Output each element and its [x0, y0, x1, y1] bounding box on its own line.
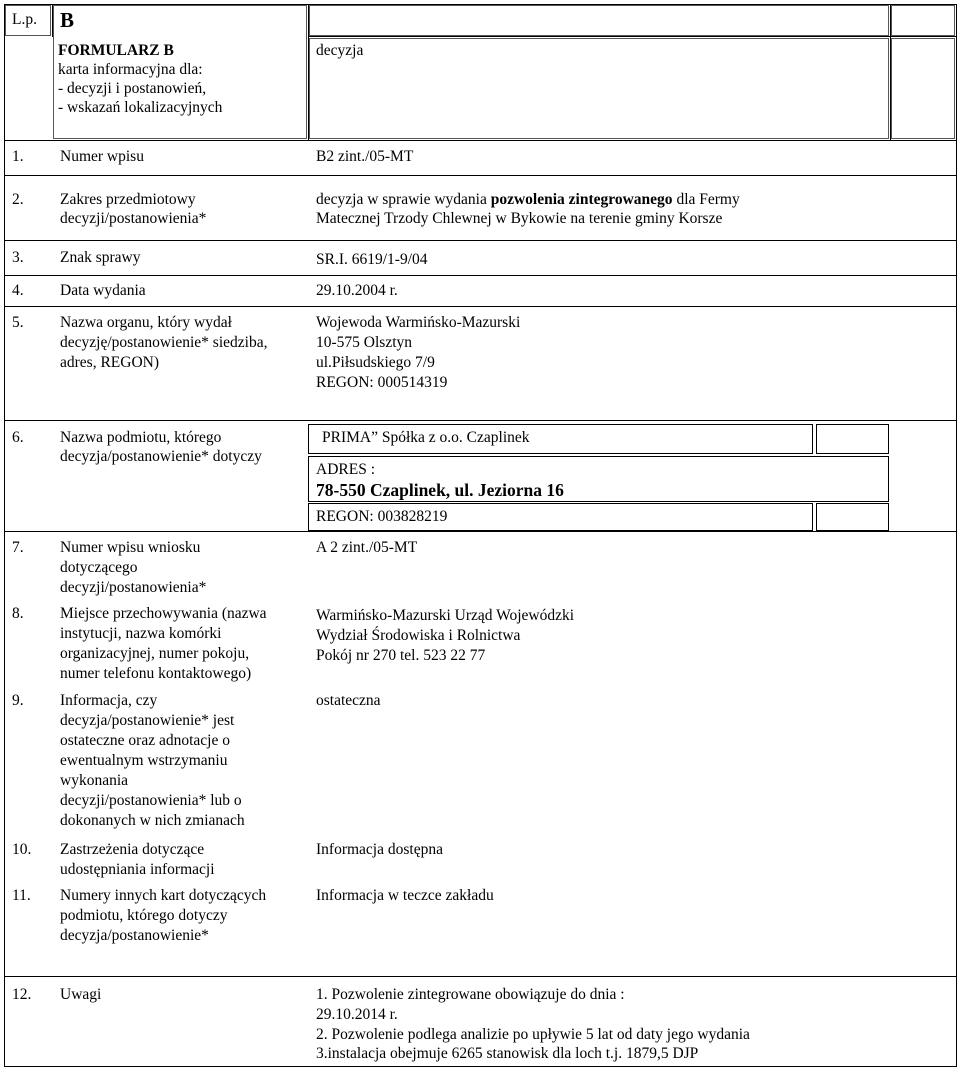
row-label: Znak sprawy: [60, 249, 141, 266]
row-label: organizacyjnej, numer pokoju,: [60, 645, 250, 662]
finality-value: ostateczna: [316, 692, 381, 709]
row-label: ewentualnym wstrzymaniu: [60, 752, 228, 769]
row-number: 8.: [12, 605, 24, 622]
row-label: Zastrzeżenia dotyczące: [60, 841, 205, 858]
row-label: numer telefonu kontaktowego): [60, 665, 252, 682]
authority-line: REGON: 000514319: [316, 374, 448, 391]
form-title: FORMULARZ B: [58, 42, 174, 59]
row-label: decyzja/postanowienie* jest: [60, 712, 235, 729]
row-label: adres, REGON): [60, 354, 160, 371]
form-desc-line: - wskazań lokalizacyjnych: [58, 99, 223, 116]
row-number: 10.: [12, 841, 32, 858]
form-letter: B: [60, 8, 75, 32]
row-label: instytucji, nazwa komórki: [60, 625, 222, 642]
remarks-line: 3.instalacja obejmuje 6265 stanowisk dla loch t.j. 1879,5 DJP: [316, 1045, 699, 1062]
row-label: decyzji/postanowienia*: [60, 210, 207, 227]
row-label: udostępniania informacji: [60, 861, 215, 878]
row-label: Numer wpisu: [60, 148, 144, 165]
row-label: Miejsce przechowywania (nazwa: [60, 605, 267, 622]
row-label: ostateczne oraz adnotacje o: [60, 732, 230, 749]
row-number: 6.: [12, 429, 24, 446]
entry-number-value: B2 zint./05-MT: [316, 148, 414, 165]
row-label: Uwagi: [60, 986, 102, 1003]
row-number: 3.: [12, 249, 24, 266]
row-label: decyzja/postanowienie* dotyczy: [60, 448, 262, 465]
subject-name: PRIMA” Spółka z o.o. Czaplinek: [322, 429, 530, 446]
row-label: Data wydania: [60, 282, 146, 299]
row-number: 4.: [12, 282, 24, 299]
row-label: decyzja/postanowienie*: [60, 927, 209, 944]
scope-text: dla Fermy: [672, 191, 740, 208]
row-number: 9.: [12, 692, 24, 709]
authority-line: Wojewoda Warmińsko-Mazurski: [316, 314, 521, 331]
remarks-line: 29.10.2014 r.: [316, 1006, 398, 1023]
scope-value: [316, 190, 740, 209]
case-number-value: SR.I. 6619/1-9/04: [316, 251, 428, 268]
row-number: 1.: [12, 148, 24, 165]
application-number-value: A 2 zint./05-MT: [316, 539, 418, 556]
row-label: decyzji/postanowienia* lub o: [60, 792, 242, 809]
lp-header: L.p.: [12, 11, 37, 28]
scope-bold: pozwolenia zintegrowanego: [490, 191, 673, 208]
remarks-line: 1. Pozwolenie zintegrowane obowiązuje do dnia :: [316, 986, 625, 1003]
row-label: Zakres przedmiotowy: [60, 191, 196, 208]
storage-line: Pokój nr 270 tel. 523 22 77: [316, 647, 486, 664]
row-label: decyzji/postanowienia*: [60, 579, 207, 596]
row-label: decyzję/postanowienie* siedziba,: [60, 334, 268, 351]
subject-regon: REGON: 003828219: [316, 508, 448, 525]
issue-date-value: 29.10.2004 r.: [316, 282, 398, 299]
row-number: 12.: [12, 986, 32, 1003]
row-number: 5.: [12, 314, 24, 331]
storage-line: Wydział Środowiska i Rolnictwa: [316, 627, 521, 644]
access-value: Informacja dostępna: [316, 841, 443, 858]
row-label: Numery innych kart dotyczących: [60, 887, 267, 904]
row-label: podmiotu, którego dotyczy: [60, 907, 228, 924]
form-desc-line: karta informacyjna dla:: [58, 61, 203, 78]
row-label: wykonania: [60, 772, 129, 789]
row-label: Informacja, czy: [60, 692, 158, 709]
row-label: Nazwa podmiotu, którego: [60, 429, 222, 446]
row-number: 11.: [12, 887, 31, 904]
authority-line: 10-575 Olsztyn: [316, 334, 413, 351]
storage-line: Warmińsko-Mazurski Urząd Wojewódzki: [316, 607, 575, 624]
row-label: dotyczącego: [60, 559, 138, 576]
form-desc-line: - decyzji i postanowień,: [58, 80, 207, 97]
address-value: 78-550 Czaplinek, ul. Jeziorna 16: [316, 480, 564, 500]
scope-value-line2: Matecznej Trzody Chlewnej w Bykowie na terenie gminy Korsze: [316, 210, 723, 227]
row-label: Nazwa organu, który wydał: [60, 314, 232, 331]
row-label: dokonanych w nich zmianach: [60, 812, 245, 829]
authority-line: ul.Piłsudskiego 7/9: [316, 354, 435, 371]
address-label: ADRES :: [316, 461, 375, 478]
row-label: Numer wpisu wniosku: [60, 539, 201, 556]
remarks-line: 2. Pozwolenie podlega analizie po upływie 5 lat od daty jego wydania: [316, 1026, 750, 1043]
scope-text: decyzja w sprawie wydania: [316, 191, 491, 208]
row-number: 2.: [12, 191, 24, 208]
form-kind: decyzja: [316, 42, 364, 59]
other-cards-value: Informacja w teczce zakładu: [316, 887, 494, 904]
row-number: 7.: [12, 539, 24, 556]
